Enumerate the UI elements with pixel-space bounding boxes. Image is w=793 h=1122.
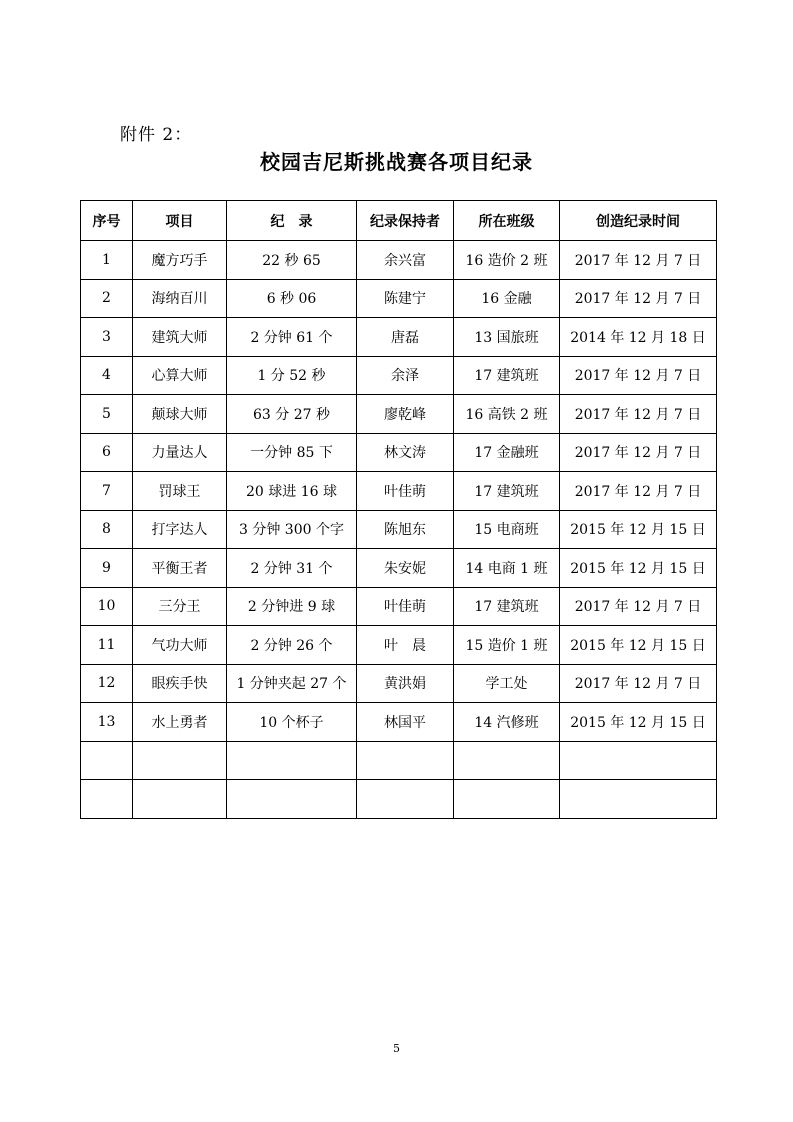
- table-row: [81, 433, 717, 472]
- cell-class: 17 建筑班: [454, 356, 560, 395]
- cell-holder: 林国平: [357, 703, 454, 742]
- cell-class: 17 建筑班: [454, 587, 560, 626]
- cell-index: 10: [81, 587, 133, 626]
- cell-class: 16 造价 2 班: [454, 241, 560, 280]
- cell-record: 6 秒 06: [227, 279, 357, 318]
- document-title: 校园吉尼斯挑战赛各项目纪录: [260, 150, 533, 174]
- cell-holder: 叶 晨: [357, 626, 454, 665]
- cell-event: 魔方巧手: [133, 241, 227, 280]
- cell-record: 1 分 52 秒: [227, 356, 357, 395]
- cell-event: [133, 741, 227, 780]
- cell-index: 11: [81, 626, 133, 665]
- cell-event: 力量达人: [133, 433, 227, 472]
- table-row: [81, 703, 717, 742]
- header-record: 纪 录: [227, 201, 357, 241]
- cell-record: 2 分钟 61 个: [227, 318, 357, 357]
- cell-index: 6: [81, 433, 133, 472]
- table-row: [81, 318, 717, 357]
- cell-class: [454, 780, 560, 819]
- cell-record: 2 分钟进 9 球: [227, 587, 357, 626]
- cell-holder: 陈建宁: [357, 279, 454, 318]
- cell-class: 15 电商班: [454, 510, 560, 549]
- cell-index: 8: [81, 510, 133, 549]
- cell-date: 2015 年 12 月 15 日: [560, 549, 717, 588]
- cell-index: 13: [81, 703, 133, 742]
- cell-event: 打字达人: [133, 510, 227, 549]
- cell-holder: 叶佳萌: [357, 587, 454, 626]
- cell-event: 水上勇者: [133, 703, 227, 742]
- cell-holder: 唐磊: [357, 318, 454, 357]
- cell-date: 2017 年 12 月 7 日: [560, 279, 717, 318]
- table-row: [81, 549, 717, 588]
- cell-date: 2017 年 12 月 7 日: [560, 395, 717, 434]
- cell-event: 颠球大师: [133, 395, 227, 434]
- cell-date: 2015 年 12 月 15 日: [560, 703, 717, 742]
- cell-event: [133, 780, 227, 819]
- table-row-empty: [81, 741, 717, 780]
- cell-index: 7: [81, 472, 133, 511]
- cell-class: 14 汽修班: [454, 703, 560, 742]
- cell-date: 2017 年 12 月 7 日: [560, 433, 717, 472]
- cell-event: 海纳百川: [133, 279, 227, 318]
- cell-index: 3: [81, 318, 133, 357]
- table-row: [81, 241, 717, 280]
- cell-index: 4: [81, 356, 133, 395]
- cell-class: 16 高铁 2 班: [454, 395, 560, 434]
- cell-event: 气功大师: [133, 626, 227, 665]
- cell-index: [81, 741, 133, 780]
- attachment-label: 附件 2：: [120, 125, 193, 145]
- cell-index: 12: [81, 664, 133, 703]
- cell-date: [560, 741, 717, 780]
- cell-date: 2015 年 12 月 15 日: [560, 626, 717, 665]
- header-date: 创造纪录时间: [560, 201, 717, 241]
- page-number: 5: [393, 1042, 400, 1055]
- cell-holder: 黄洪娟: [357, 664, 454, 703]
- cell-holder: 陈旭东: [357, 510, 454, 549]
- cell-event: 心算大师: [133, 356, 227, 395]
- cell-record: 10 个杯子: [227, 703, 357, 742]
- cell-holder: 廖乾峰: [357, 395, 454, 434]
- cell-date: 2017 年 12 月 7 日: [560, 356, 717, 395]
- cell-record: [227, 741, 357, 780]
- cell-date: 2017 年 12 月 7 日: [560, 587, 717, 626]
- header-class: 所在班级: [454, 201, 560, 241]
- cell-holder: 余兴富: [357, 241, 454, 280]
- cell-event: 平衡王者: [133, 549, 227, 588]
- cell-record: 63 分 27 秒: [227, 395, 357, 434]
- cell-record: 2 分钟 26 个: [227, 626, 357, 665]
- cell-record: 一分钟 85 下: [227, 433, 357, 472]
- cell-record: 22 秒 65: [227, 241, 357, 280]
- table-row: [81, 626, 717, 665]
- cell-index: 2: [81, 279, 133, 318]
- cell-holder: [357, 741, 454, 780]
- cell-date: 2015 年 12 月 15 日: [560, 510, 717, 549]
- cell-date: 2014 年 12 月 18 日: [560, 318, 717, 357]
- header-event: 项目: [133, 201, 227, 241]
- cell-date: 2017 年 12 月 7 日: [560, 664, 717, 703]
- cell-date: 2017 年 12 月 7 日: [560, 241, 717, 280]
- cell-holder: 叶佳萌: [357, 472, 454, 511]
- cell-holder: 朱安妮: [357, 549, 454, 588]
- cell-holder: 林文涛: [357, 433, 454, 472]
- table-row: [81, 395, 717, 434]
- table-row: [81, 587, 717, 626]
- table-row: [81, 664, 717, 703]
- cell-record: 1 分钟夹起 27 个: [227, 664, 357, 703]
- cell-record: 20 球进 16 球: [227, 472, 357, 511]
- table-row: [81, 472, 717, 511]
- table-header-row: [81, 201, 717, 241]
- cell-index: [81, 780, 133, 819]
- cell-date: [560, 780, 717, 819]
- cell-class: 14 电商 1 班: [454, 549, 560, 588]
- cell-index: 1: [81, 241, 133, 280]
- table-row: [81, 356, 717, 395]
- cell-event: 三分王: [133, 587, 227, 626]
- table-row-empty: [81, 780, 717, 819]
- cell-event: 眼疾手快: [133, 664, 227, 703]
- table-row: [81, 279, 717, 318]
- cell-index: 5: [81, 395, 133, 434]
- cell-class: 17 建筑班: [454, 472, 560, 511]
- cell-class: 16 金融: [454, 279, 560, 318]
- cell-class: 13 国旅班: [454, 318, 560, 357]
- cell-event: 建筑大师: [133, 318, 227, 357]
- cell-index: 9: [81, 549, 133, 588]
- cell-class: 15 造价 1 班: [454, 626, 560, 665]
- records-table: [80, 200, 717, 819]
- cell-holder: [357, 780, 454, 819]
- cell-class: 学工处: [454, 664, 560, 703]
- cell-record: 3 分钟 300 个字: [227, 510, 357, 549]
- cell-event: 罚球王: [133, 472, 227, 511]
- cell-record: 2 分钟 31 个: [227, 549, 357, 588]
- header-holder: 纪录保持者: [357, 201, 454, 241]
- cell-holder: 余泽: [357, 356, 454, 395]
- cell-record: [227, 780, 357, 819]
- cell-class: [454, 741, 560, 780]
- cell-class: 17 金融班: [454, 433, 560, 472]
- header-index: 序号: [81, 201, 133, 241]
- cell-date: 2017 年 12 月 7 日: [560, 472, 717, 511]
- table-row: [81, 510, 717, 549]
